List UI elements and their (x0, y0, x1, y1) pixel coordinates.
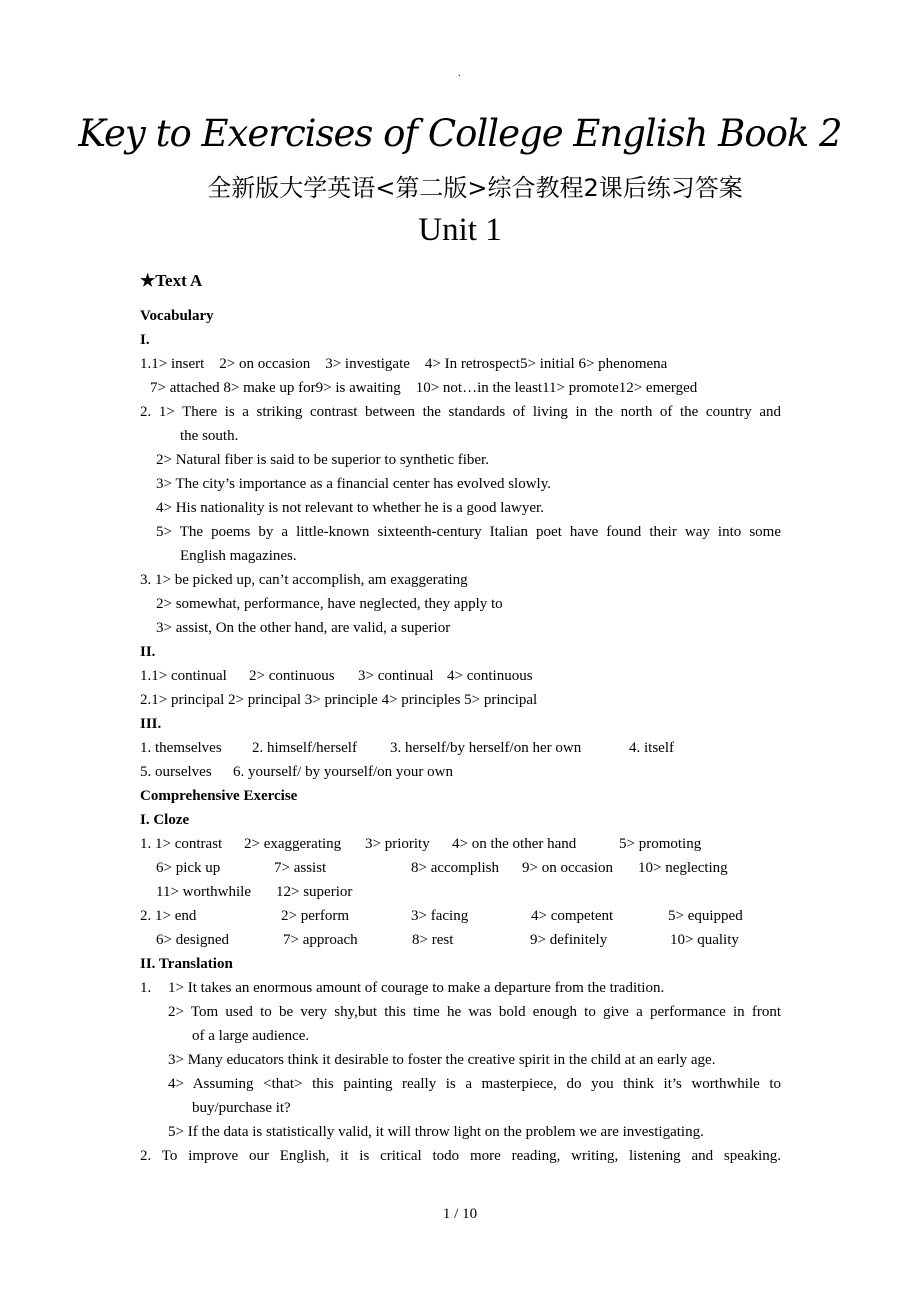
answer-item: 7> assist (274, 860, 327, 876)
header-dot: . (458, 68, 461, 79)
answer-line: 2. To improve our English, it is critical todo more reading, writing, listening and speaking. (140, 1148, 781, 1164)
answer-line: 1.1> insert 2> on occasion 3> investigate 4> In retrospect5> initial 6> phenomena (140, 356, 668, 372)
document-title: Key to Exercises of College English Book 2 (78, 112, 842, 155)
answer-item: 2> perform (281, 908, 350, 924)
answer-line: of a large audience. (192, 1028, 310, 1044)
answer-item: 2. 1> end (140, 908, 197, 924)
answer-item: 1.1> continual (140, 668, 227, 684)
answer-item: 2> continuous (249, 668, 335, 684)
answer-item: 4> continuous (447, 668, 533, 684)
answer-line: 2> Tom used to be very shy,but this time he was bold enough to give a performance in front (168, 1004, 781, 1020)
answer-line (140, 736, 781, 760)
answer-number: 1. (140, 980, 152, 996)
part-heading: I. (140, 332, 150, 348)
answer-line: 5> The poems by a little-known sixteenth-century Italian poet have found their way into some (156, 524, 781, 540)
answer-item: 12> superior (276, 884, 353, 900)
answer-line (140, 880, 781, 904)
answer-line: 2.1> principal 2> principal 3> principle 4> principles 5> principal (140, 692, 538, 708)
answer-item: 5> equipped (668, 908, 743, 924)
answer-line: 5> If the data is statistically valid, it will throw light on the problem we are investigating. (168, 1124, 704, 1140)
answer-item: 4> on the other hand (452, 836, 577, 852)
answer-item: 11> worthwhile (156, 884, 251, 900)
page-number: 1 / 10 (442, 1206, 478, 1222)
answer-item: 1> It takes an enormous amount of courage to make a departure from the tradition. (168, 980, 665, 996)
answer-line (140, 904, 781, 928)
answer-line: 7> attached 8> make up for9> is awaiting 10> not…in the least11> promote12> emerged (150, 380, 698, 396)
answer-line: the south. (180, 428, 239, 444)
answer-item: 3> continual (358, 668, 434, 684)
answer-line (140, 856, 781, 880)
unit-heading: Unit 1 (418, 212, 502, 248)
answer-line: 3> Many educators think it desirable to foster the creative spirit in the child at an early age. (168, 1052, 716, 1068)
answer-line: 2> somewhat, performance, have neglected, they apply to (156, 596, 503, 612)
answer-item: 6. yourself/ by yourself/on your own (233, 764, 453, 780)
part-heading: II. (140, 644, 156, 660)
answer-item: 4> competent (531, 908, 614, 924)
answer-line: 3> The city’s importance as a financial center has evolved slowly. (156, 476, 551, 492)
answer-line (140, 664, 781, 688)
answer-item: 3. herself/by herself/on her own (390, 740, 582, 756)
answer-line: 3> assist, On the other hand, are valid, a superior (156, 620, 451, 636)
answer-item: 5. ourselves (140, 764, 212, 780)
section-heading-text-a: ★Text A (140, 271, 203, 290)
answer-item: 3> priority (365, 836, 430, 852)
answer-line (140, 760, 781, 784)
cloze-heading: I. Cloze (140, 812, 190, 828)
answer-line: 4> His nationality is not relevant to whether he is a good lawyer. (156, 500, 544, 516)
answer-item: 8> rest (412, 932, 454, 948)
answer-line (140, 976, 781, 1000)
answer-item: 7> approach (283, 932, 358, 948)
answer-item: 3> facing (411, 908, 469, 924)
answer-item: 5> promoting (619, 836, 702, 852)
answer-line: 3. 1> be picked up, can’t accomplish, am exaggerating (140, 572, 468, 588)
answer-item: 10> quality (670, 932, 739, 948)
answer-item: 2> exaggerating (244, 836, 342, 852)
comprehensive-heading: Comprehensive Exercise (140, 788, 298, 804)
answer-line: buy/purchase it? (192, 1100, 291, 1116)
answer-item: 9> on occasion (522, 860, 613, 876)
answer-line (140, 928, 781, 952)
answer-item: 6> pick up (156, 860, 221, 876)
answer-item: 9> definitely (530, 932, 608, 948)
answer-item: 8> accomplish (411, 860, 500, 876)
answer-item: 1. 1> contrast (140, 836, 223, 852)
answer-line: 2. 1> There is a striking contrast between the standards of living in the north of the country and (140, 404, 781, 420)
translation-heading: II. Translation (140, 956, 233, 972)
answer-line: English magazines. (180, 548, 297, 564)
part-heading: III. (140, 716, 162, 732)
answer-item: 4. itself (629, 740, 674, 756)
answer-line: 2> Natural fiber is said to be superior to synthetic fiber. (156, 452, 489, 468)
answer-line: 4> Assuming <that> this painting really is a masterpiece, do you think it’s worthwhile to (168, 1076, 781, 1092)
answer-item: 10> neglecting (638, 860, 728, 876)
document-subtitle: 全新版大学英语<第二版>综合教程2课后练习答案 (207, 174, 743, 202)
answer-item: 6> designed (156, 932, 230, 948)
answer-item: 2. himself/herself (252, 740, 357, 756)
answer-line (140, 832, 781, 856)
vocabulary-heading: Vocabulary (140, 308, 214, 324)
answer-item: 1. themselves (140, 740, 222, 756)
